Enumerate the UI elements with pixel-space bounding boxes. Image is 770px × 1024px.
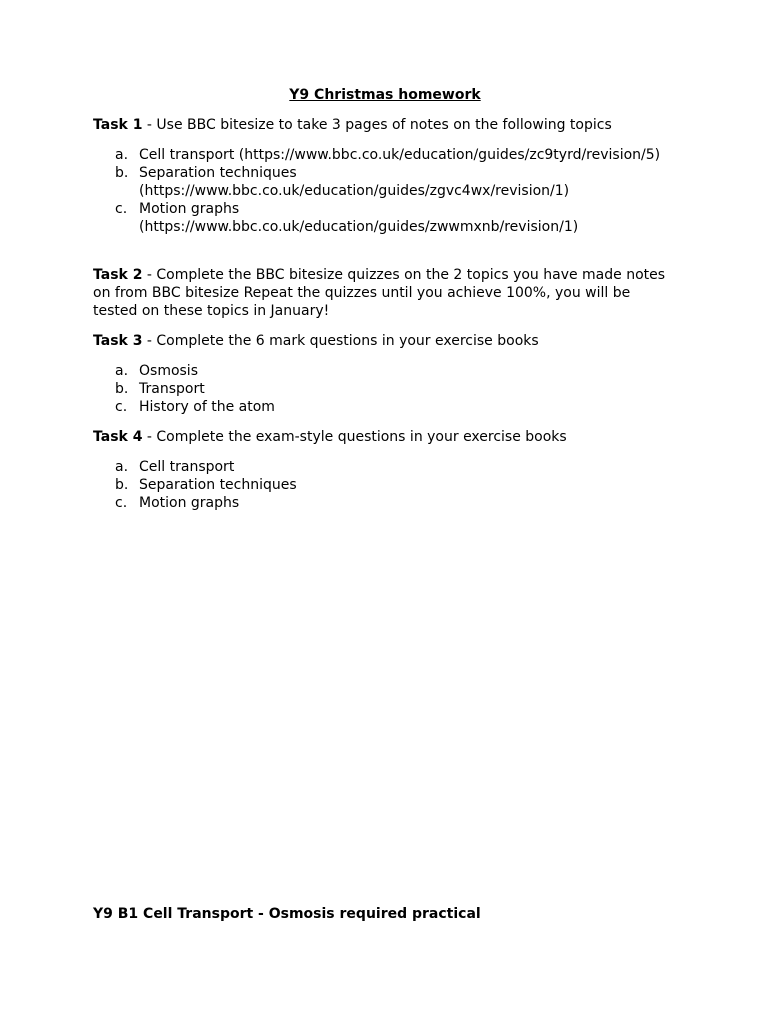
list-item-text: Cell transport <box>139 459 235 475</box>
section-title: Y9 B1 Cell Transport - Osmosis required practical <box>93 906 481 922</box>
task-2-paragraph <box>93 266 693 320</box>
list-item-text: Osmosis <box>139 363 198 379</box>
list-item-text: Motion graphs <box>139 495 240 511</box>
task-3-list <box>93 362 693 416</box>
list-item <box>93 458 693 476</box>
task-1-heading <box>93 116 693 134</box>
list-item-text: Cell transport (https://www.bbc.co.uk/education/guides/zc9tyrd/revision/5) <box>139 147 661 163</box>
list-item <box>93 362 693 380</box>
list-marker: a. <box>115 147 129 163</box>
task-3-text: - Complete the 6 mark questions in your exercise books <box>142 333 539 349</box>
task-2-label: Task 2 <box>93 267 143 283</box>
task-4-list <box>93 458 693 512</box>
list-item-url: (https://www.bbc.co.uk/education/guides/zwwmxnb/revision/1) <box>139 219 579 235</box>
list-marker: a. <box>115 459 129 475</box>
list-item <box>93 494 693 512</box>
list-marker: b. <box>115 477 129 493</box>
task-4-label: Task 4 <box>93 429 143 445</box>
list-item <box>93 380 693 398</box>
list-item-text: Separation techniques <box>139 165 297 181</box>
task-2-line-2: on from BBC bitesize Repeat the quizzes until you achieve 100%, you will be <box>93 285 631 301</box>
list-marker: c. <box>115 399 128 415</box>
list-item-text: Separation techniques <box>139 477 297 493</box>
list-marker: c. <box>115 495 128 511</box>
list-item-text: History of the atom <box>139 399 275 415</box>
list-item <box>93 164 693 200</box>
list-item <box>93 398 693 416</box>
list-marker: a. <box>115 363 129 379</box>
page-title: Y9 Christmas homework <box>289 87 481 103</box>
task-3-heading <box>93 332 693 350</box>
list-item-text: Motion graphs <box>139 201 240 217</box>
task-4-text: - Complete the exam-style questions in your exercise books <box>142 429 567 445</box>
list-marker: b. <box>115 381 129 397</box>
task-1-list <box>93 146 693 236</box>
task-1-label: Task 1 <box>93 117 143 133</box>
list-item-url: (https://www.bbc.co.uk/education/guides/zgvc4wx/revision/1) <box>139 183 570 199</box>
list-item-text: Transport <box>139 381 205 397</box>
list-item <box>93 146 693 164</box>
list-marker: b. <box>115 165 129 181</box>
task-2-line-3: tested on these topics in January! <box>93 303 330 319</box>
list-marker: c. <box>115 201 128 217</box>
list-item <box>93 476 693 494</box>
task-4-heading <box>93 428 693 446</box>
list-item <box>93 200 693 236</box>
task-2-line-1: - Complete the BBC bitesize quizzes on the 2 topics you have made notes <box>142 267 666 283</box>
task-3-label: Task 3 <box>93 333 143 349</box>
task-1-text: - Use BBC bitesize to take 3 pages of notes on the following topics <box>142 117 612 133</box>
